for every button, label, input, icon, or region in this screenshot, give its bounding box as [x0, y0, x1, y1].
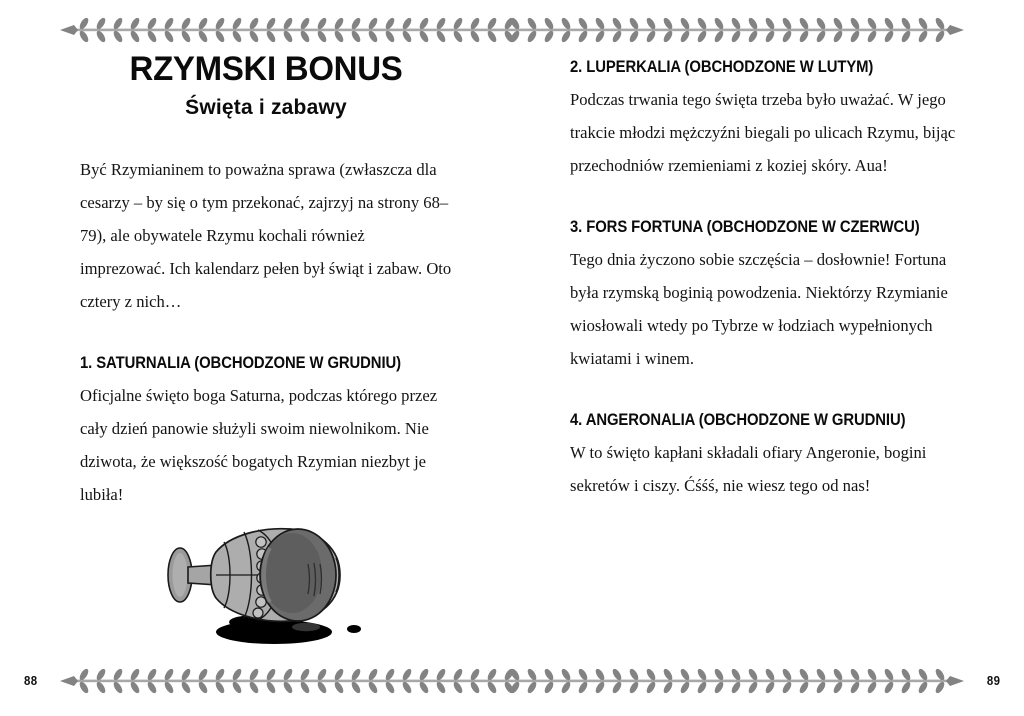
page-number-right: 89: [986, 673, 1000, 688]
laurel-border-bottom-ornament: [58, 664, 966, 698]
section-saturnalia: [80, 348, 452, 511]
section-body-4: W to święto kapłani składali ofiary Angeronie, bogini sekretów i ciszy. Ćśśś, nie wiesz tego od nas!: [570, 443, 927, 495]
section-luperkalia: [570, 52, 962, 182]
page-title: [80, 52, 452, 119]
laurel-border-top-ornament: [58, 13, 966, 47]
headline-title: RZYMSKI BONUS: [129, 50, 403, 88]
section-body-1: Oficjalne święto boga Saturna, podczas którego przez cały dzień panowie służyli swoim niewolnikom. Nie dziwota, że większość bogatych Rzymian niezbyt je lubiła!: [80, 385, 438, 504]
left-page-column: [80, 52, 452, 511]
page-number-left: 88: [24, 673, 38, 688]
section-fors-fortuna: [570, 212, 962, 375]
section-heading-3: 3. FORS FORTUNA (OBCHODZONE W CZERWCU): [570, 218, 920, 236]
section-angeronalia: [570, 405, 962, 502]
goblet-illustration: [158, 518, 388, 652]
section-body-3: Tego dnia życzono sobie szczęścia – dosłownie! Fortuna była rzymską boginią powodzenia. Niektórzy Rzymianie wiosłowali wtedy po Tybrze w łodziach wypełnionych kwiatami i winem.: [570, 250, 948, 368]
section-heading-4: 4. ANGERONALIA (OBCHODZONE W GRUDNIU): [570, 411, 906, 429]
right-page-column: [570, 52, 962, 502]
wine-droplet: [347, 625, 361, 633]
section-body-2: Podczas trwania tego święta trzeba było uważać. W jego trakcie młodzi mężczyźni biegali po ulicach Rzymu, bijąc przechodniów rzemieniami z koziej skóry. Aua!: [570, 90, 956, 175]
section-heading-1: 1. SATURNALIA (OBCHODZONE W GRUDNIU): [80, 353, 401, 372]
headline-subtitle: Święta i zabawy: [185, 95, 347, 119]
intro-paragraph: Być Rzymianinem to poważna sprawa (zwłaszcza dla cesarzy – by się o tym przekonać, zajrzyj na strony 68–79), ale obywatele Rzymu kochali również imprezować. Ich kalendarz pełen był świąt i zabaw. Oto cztery z nich…: [80, 159, 452, 311]
section-heading-2: 2. LUPERKALIA (OBCHODZONE W LUTYM): [570, 58, 874, 76]
